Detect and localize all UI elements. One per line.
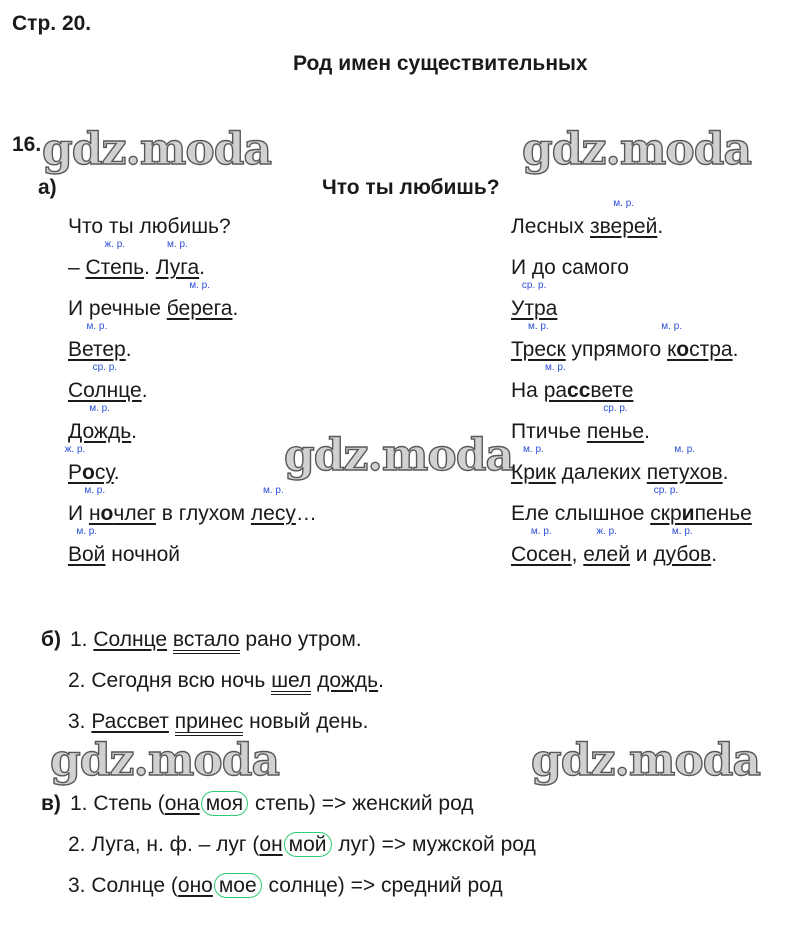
underlined-word: Солнце <box>93 628 168 651</box>
watermark: gdz.moda <box>42 124 272 175</box>
noun-with-gender <box>661 321 683 362</box>
sentence-line <box>68 710 369 736</box>
text-segment: Еле слышное <box>511 502 651 525</box>
gender-mark: м. р. <box>530 526 552 537</box>
circled-pronoun: мое <box>214 873 262 898</box>
gender-mark: м. р. <box>263 485 284 496</box>
gender-mark: м. р. <box>671 526 693 537</box>
gender-mark: м. р. <box>76 526 98 537</box>
text-segment: степь) => женский род <box>249 792 474 815</box>
poem-line <box>68 485 317 526</box>
text-segment: . <box>125 338 132 361</box>
underlined-word: ра <box>543 379 568 402</box>
noun-with-gender <box>590 198 658 239</box>
poem-line <box>68 403 137 444</box>
noun-with-gender <box>68 403 132 444</box>
underlined-word: пенье <box>694 502 752 525</box>
poem-line <box>68 239 205 280</box>
noun-with-gender <box>583 526 630 567</box>
noun-with-gender <box>586 403 645 444</box>
page-label: Стр. 20. <box>12 12 92 35</box>
underlined-word: су <box>94 461 114 484</box>
gender-mark: м. р. <box>89 403 110 414</box>
noun-with-gender <box>155 239 200 280</box>
noun-with-gender <box>543 362 568 403</box>
noun-with-gender <box>68 321 126 362</box>
text-segment: . <box>131 420 137 443</box>
stressed-letter: о <box>676 338 690 361</box>
text-segment: . <box>644 420 650 443</box>
underlined-word: Степь <box>85 256 145 279</box>
noun-with-gender <box>653 526 712 567</box>
underlined-word: Солнце <box>68 379 142 402</box>
underlined-word: оно <box>177 874 213 897</box>
gender-mark: ср. р. <box>653 485 679 496</box>
text-segment: ночной <box>105 543 181 566</box>
part-b-marker: б) <box>41 628 61 651</box>
gender-mark: ж. р. <box>64 444 86 455</box>
poem-line <box>68 526 181 567</box>
noun-with-gender <box>68 526 106 567</box>
text-segment: И до самого <box>511 256 629 279</box>
text-segment: . <box>141 379 148 402</box>
text-segment: . <box>378 669 384 692</box>
poem-line <box>511 280 558 321</box>
poem-line <box>511 362 634 403</box>
sentence-line <box>68 669 384 695</box>
gender-mark: ср. р. <box>603 403 628 414</box>
text-segment: 2. Сегодня всю ночь <box>68 669 272 692</box>
underlined-word: Треск <box>511 338 566 361</box>
predicate-word: принес <box>175 712 244 736</box>
underlined-word: н <box>88 502 101 525</box>
watermark: gdz.moda <box>522 124 752 175</box>
gender-mark: м. р. <box>167 239 188 250</box>
underlined-word: Дождь <box>68 420 132 443</box>
stressed-letter: сс <box>567 379 591 402</box>
underlined-word: лесу <box>250 502 296 525</box>
noun-with-gender <box>68 362 142 403</box>
noun-with-gender <box>84 485 106 526</box>
part-c-marker: в) <box>41 792 61 815</box>
text-segment: 3. Солнце ( <box>68 874 178 897</box>
underlined-word: Луга <box>155 256 200 279</box>
text-segment: . <box>113 461 120 484</box>
underlined-word: Сосен <box>511 543 572 566</box>
text-segment: . <box>144 256 156 279</box>
poem-line <box>68 215 231 239</box>
section-title: Род имен существительных <box>293 52 588 75</box>
noun-with-gender <box>511 321 566 362</box>
text-segment: И речные <box>68 297 167 320</box>
circled-pronoun: мой <box>284 832 332 857</box>
underlined-word: Р <box>68 461 83 484</box>
watermark: gdz.moda <box>531 735 761 786</box>
text-segment: луг) => мужской род <box>332 833 536 856</box>
underlined-word: петухов <box>646 461 723 484</box>
gender-mark: м. р. <box>523 444 544 455</box>
text-segment: солнце) => средний род <box>262 874 503 897</box>
text-segment: далеких <box>555 461 647 484</box>
text-segment: Птичье <box>511 420 587 443</box>
poem-line <box>511 198 664 239</box>
text-segment: в глухом <box>155 502 251 525</box>
poem-line <box>68 362 148 403</box>
gender-mark: ср. р. <box>92 362 118 373</box>
stressed-letter: о <box>100 502 114 525</box>
poem-line <box>511 403 650 444</box>
underlined-word: стра <box>689 338 733 361</box>
gender-mark: м. р. <box>674 444 696 455</box>
text-segment: … <box>295 502 317 525</box>
underlined-word: вете <box>590 379 634 402</box>
answer-line <box>70 792 474 816</box>
stressed-letter: и <box>681 502 695 525</box>
watermark: gdz.moda <box>284 430 514 481</box>
underlined-word: Утра <box>511 297 558 320</box>
text-segment: Что ты любишь? <box>68 215 231 238</box>
sentence-line <box>70 628 362 654</box>
text-segment: и <box>629 543 654 566</box>
predicate-word: встало <box>173 630 240 654</box>
text-segment: Лесных <box>511 215 590 238</box>
circled-pronoun: моя <box>201 791 249 816</box>
text-segment: На <box>511 379 544 402</box>
stressed-letter: о <box>82 461 95 484</box>
part-a-marker: а) <box>38 176 57 199</box>
text-segment: . <box>232 297 239 320</box>
underlined-word: Рассвет <box>91 710 169 733</box>
underlined-word: он <box>259 833 283 856</box>
text-segment: 3. <box>68 710 92 733</box>
gender-mark: ж. р. <box>596 526 617 537</box>
poem-line <box>511 526 718 567</box>
poem-line <box>511 485 752 526</box>
gender-mark: м. р. <box>86 321 108 332</box>
text-segment: рано утром. <box>239 628 362 651</box>
text-segment: . <box>711 543 718 566</box>
gender-mark: м. р. <box>189 280 210 291</box>
underlined-word: Крик <box>511 461 556 484</box>
poem-line <box>511 321 739 362</box>
underlined-word: елей <box>583 543 630 566</box>
text-segment: новый день. <box>243 710 369 733</box>
answer-line <box>68 833 536 857</box>
poem-line <box>68 321 132 362</box>
gender-mark: м. р. <box>661 321 683 332</box>
text-segment: 1. Степь ( <box>70 792 165 815</box>
text-segment: И <box>68 502 89 525</box>
noun-with-gender <box>64 444 86 485</box>
noun-with-gender <box>511 444 556 485</box>
answer-line <box>68 874 503 898</box>
underlined-word: дождь <box>317 669 379 692</box>
gender-mark: ж. р. <box>104 239 126 250</box>
gender-mark: м. р. <box>613 198 635 209</box>
noun-with-gender <box>650 485 682 526</box>
poem-line <box>511 444 729 485</box>
gender-mark: м. р. <box>84 485 106 496</box>
text-segment: . <box>722 461 729 484</box>
gender-mark: ср. р. <box>521 280 547 291</box>
noun-with-gender <box>511 526 572 567</box>
predicate-word: шел <box>271 671 311 695</box>
poem-line <box>68 280 239 321</box>
underlined-word: она <box>164 792 200 815</box>
noun-with-gender <box>85 239 145 280</box>
noun-with-gender <box>511 280 558 321</box>
underlined-word: дубов <box>653 543 712 566</box>
noun-with-gender <box>250 485 296 526</box>
underlined-word: Вой <box>68 543 106 566</box>
text-segment: – <box>68 256 86 279</box>
watermark: gdz.moda <box>50 735 280 786</box>
noun-with-gender <box>646 444 723 485</box>
text-segment: . <box>199 256 205 279</box>
underlined-word: Ветер <box>68 338 126 361</box>
text-segment: , <box>571 543 584 566</box>
underlined-word: зверей <box>590 215 658 238</box>
underlined-word: пенье <box>586 420 645 443</box>
noun-with-gender <box>166 280 233 321</box>
underlined-word: к <box>667 338 677 361</box>
underlined-word: члег <box>113 502 156 525</box>
gender-mark: м. р. <box>544 362 566 373</box>
exercise-number: 16. <box>12 133 42 156</box>
text-segment: . <box>657 215 664 238</box>
underlined-word: скр <box>650 502 682 525</box>
text-segment: 2. Луга, н. ф. – луг ( <box>68 833 260 856</box>
text-segment: . <box>732 338 739 361</box>
poem-line <box>64 444 120 485</box>
poem-title: Что ты любишь? <box>322 176 500 199</box>
poem-line <box>511 256 629 280</box>
text-segment: 1. <box>70 628 94 651</box>
underlined-word: берега <box>166 297 233 320</box>
text-segment: упрямого <box>565 338 668 361</box>
gender-mark: м. р. <box>527 321 549 332</box>
